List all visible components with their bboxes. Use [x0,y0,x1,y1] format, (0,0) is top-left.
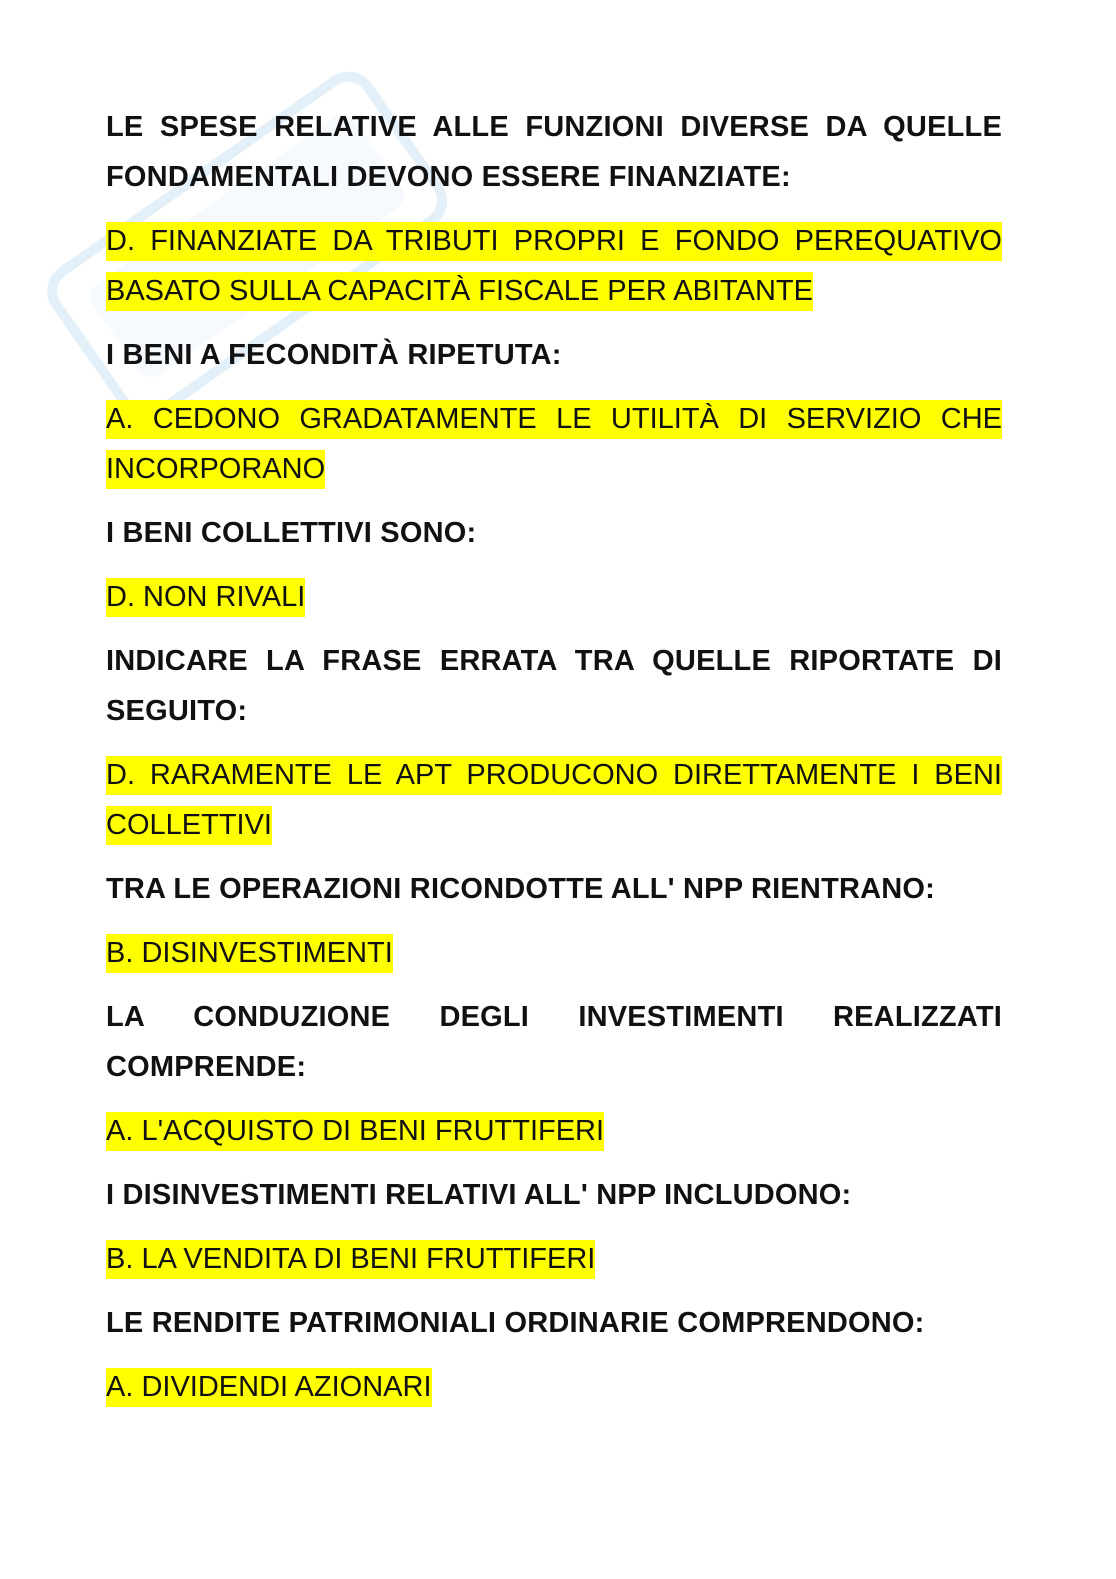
highlighted-answer: D. FINANZIATE DA TRIBUTI PROPRI E FONDO PEREQUATIVO BASATO SULLA CAPACITÀ FISCALE PER ABITANTE [106,222,1002,311]
highlighted-answer: B. DISINVESTIMENTI [106,934,393,973]
answer-text [106,394,1002,494]
answer-text [106,1234,1002,1284]
question-text: I DISINVESTIMENTI RELATIVI ALL' NPP INCLUDONO: [106,1179,852,1211]
question-text: I BENI COLLETTIVI SONO: [106,517,477,549]
answer-text [106,216,1002,316]
question-text: LA CONDUZIONE DEGLI INVESTIMENTI REALIZZATI COMPRENDE: [106,1001,1002,1083]
qa-item [106,1298,1002,1412]
document-page [106,102,1002,1426]
qa-item [106,508,1002,622]
qa-item [106,330,1002,494]
highlighted-answer: A. CEDONO GRADATAMENTE LE UTILITÀ DI SERVIZIO CHE INCORPORANO [106,400,1002,489]
highlighted-answer: D. NON RIVALI [106,578,305,617]
answer-text [106,1362,1002,1412]
answer-text [106,1106,1002,1156]
highlighted-answer: B. LA VENDITA DI BENI FRUTTIFERI [106,1240,595,1279]
qa-item [106,1170,1002,1284]
question-text: LE RENDITE PATRIMONIALI ORDINARIE COMPRENDONO: [106,1307,925,1339]
qa-item [106,864,1002,978]
qa-item [106,992,1002,1156]
highlighted-answer: D. RARAMENTE LE APT PRODUCONO DIRETTAMENTE I BENI COLLETTIVI [106,756,1002,845]
question-text: I BENI A FECONDITÀ RIPETUTA: [106,339,562,371]
question-text: INDICARE LA FRASE ERRATA TRA QUELLE RIPORTATE DI SEGUITO: [106,645,1002,727]
qa-item [106,636,1002,850]
question-text: LE SPESE RELATIVE ALLE FUNZIONI DIVERSE DA QUELLE FONDAMENTALI DEVONO ESSERE FINANZIATE: [106,111,1002,193]
answer-text [106,928,1002,978]
highlighted-answer: A. DIVIDENDI AZIONARI [106,1368,432,1407]
answer-text [106,572,1002,622]
highlighted-answer: A. L'ACQUISTO DI BENI FRUTTIFERI [106,1112,604,1151]
question-text: TRA LE OPERAZIONI RICONDOTTE ALL' NPP RIENTRANO: [106,873,936,905]
answer-text [106,750,1002,850]
qa-item [106,102,1002,316]
